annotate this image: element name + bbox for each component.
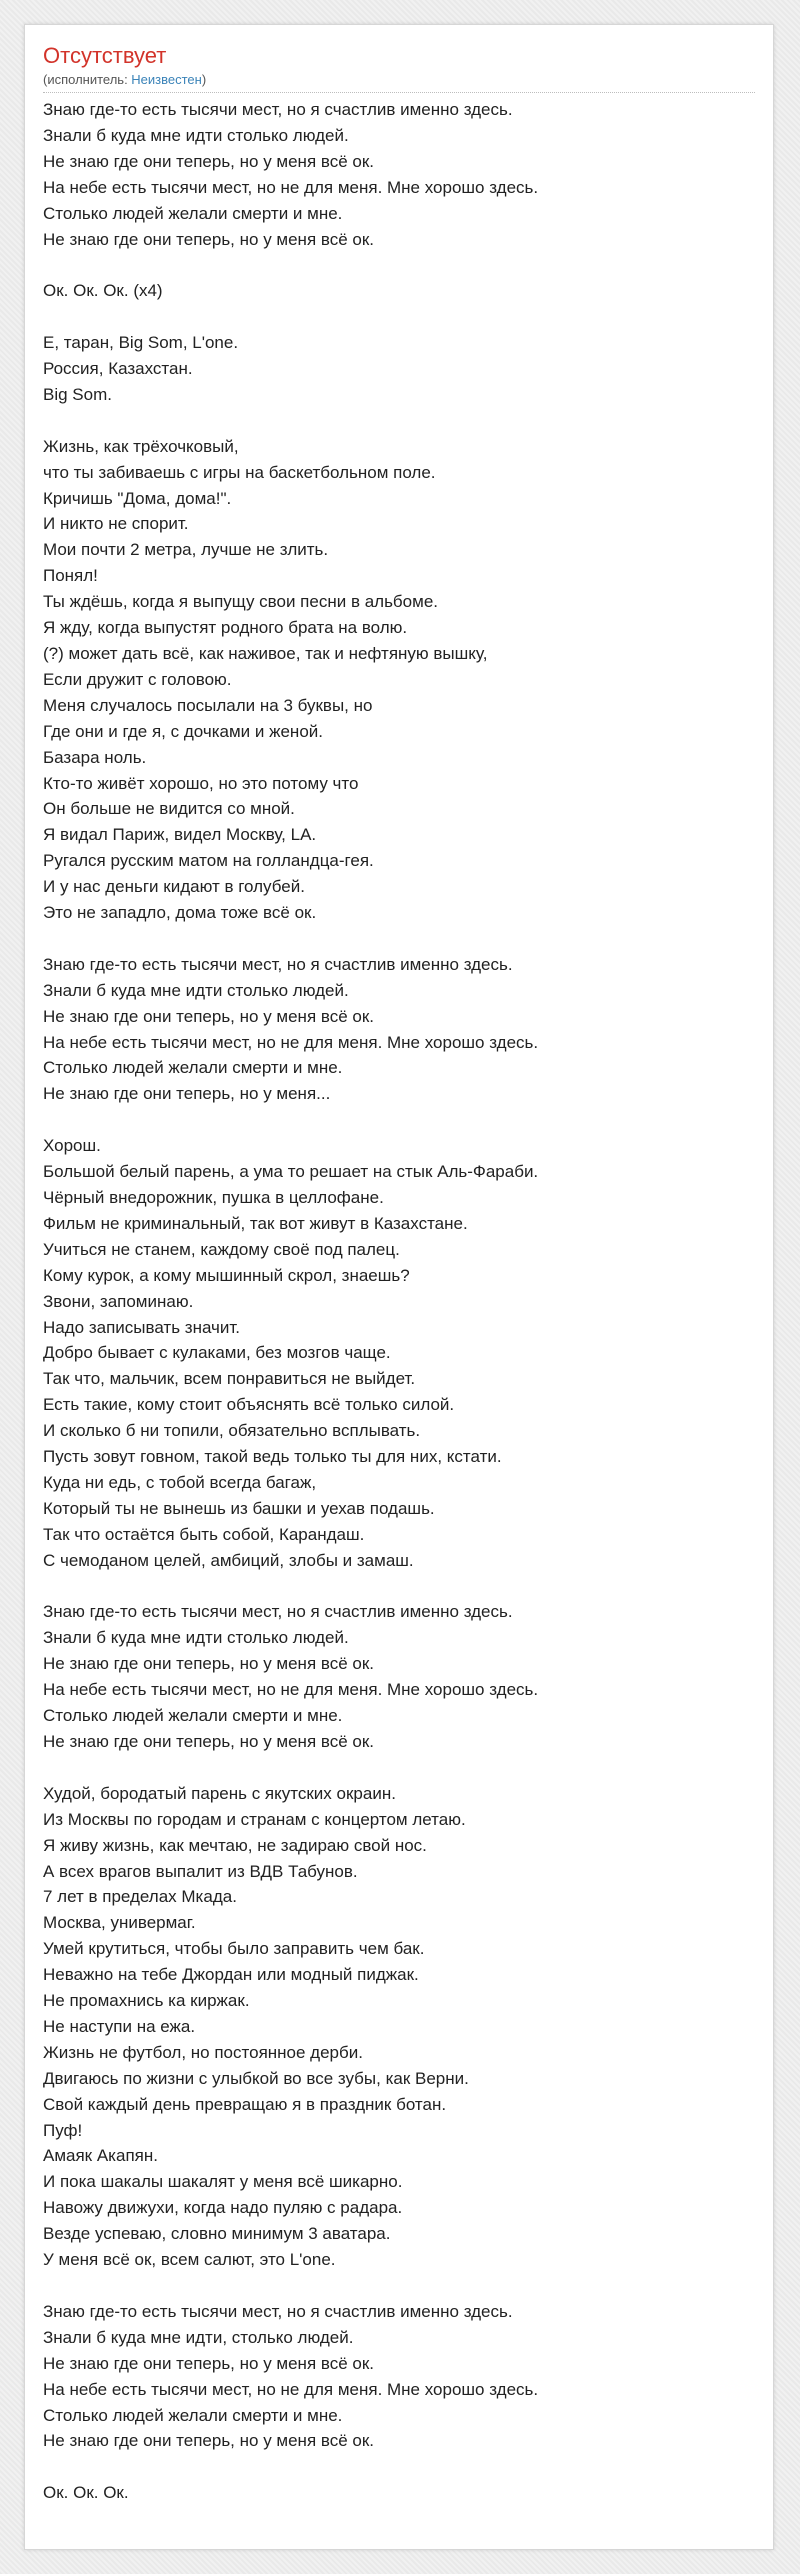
artist-link[interactable]: Неизвестен [131, 72, 202, 87]
lyrics-line: Не знаю где они теперь, но у меня всё ок. [43, 151, 375, 171]
lyrics-stanza-break [43, 1574, 755, 1600]
lyrics-stanza-break [43, 926, 755, 952]
lyrics-line: Кто-то живёт хорошо, но это потому что [43, 773, 359, 793]
lyrics-line: Навожу движухи, когда надо пуляю с радара. [43, 2198, 403, 2218]
lyrics-line: Чёрный внедорожник, пушка в целлофане. [43, 1187, 384, 1207]
lyrics-line: Столько людей желали смерти и мне. [43, 1058, 343, 1078]
page-title: Отсутствует [43, 43, 167, 68]
lyrics-line: Понял! [43, 566, 98, 586]
lyrics-line: Не знаю где они теперь, но у меня всё ок. [43, 229, 375, 249]
lyrics-line: Меня случалось посылали на 3 буквы, но [43, 695, 373, 715]
lyrics-stanza-break [43, 2454, 755, 2480]
lyrics-line: Это не западло, дома тоже всё ок. [43, 903, 317, 923]
lyrics-line: На небе есть тысячи мест, но не для меня. Мне хорошо здесь. [43, 2379, 539, 2399]
lyrics-line: Так что, мальчик, всем понравиться не выйдет. [43, 1369, 416, 1389]
lyrics-line: Столько людей желали смерти и мне. [43, 2405, 343, 2425]
lyrics-line: На небе есть тысячи мест, но не для меня. Мне хорошо здесь. [43, 1032, 539, 1052]
lyrics-line: Ок. Ок. Ок. [43, 2483, 129, 2503]
lyrics-line: Е, таран, Big Som, L'one. [43, 333, 239, 353]
lyrics-line: Знали б куда мне идти столько людей. [43, 125, 349, 145]
lyrics-line: Не знаю где они теперь, но у меня всё ок. [43, 1006, 375, 1026]
lyrics-line: Знаю где-то есть тысячи мест, но я счастлив именно здесь. [43, 954, 513, 974]
lyrics-line: Фильм не криминальный, так вот живут в Казахстане. [43, 1213, 468, 1233]
lyrics-line: что ты забиваешь с игры на баскетбольном поле. [43, 462, 436, 482]
lyrics-line: Базара ноль. [43, 747, 147, 767]
lyrics-line: Москва, универмаг. [43, 1913, 196, 1933]
lyrics-line: Из Москвы по городам и странам с концертом летаю. [43, 1809, 466, 1829]
lyrics-line: Он больше не видится со мной. [43, 799, 295, 819]
lyrics-line: Я жду, когда выпустят родного брата на волю. [43, 618, 408, 638]
lyrics-line: Не знаю где они теперь, но у меня всё ок. [43, 1654, 375, 1674]
lyrics-line: У меня всё ок, всем салют, это L'one. [43, 2250, 336, 2270]
lyrics-line: Мои почти 2 метра, лучше не злить. [43, 540, 329, 560]
lyrics-line: Где они и где я, с дочками и женой. [43, 721, 323, 741]
lyrics-line: Не промахнись ка киржак. [43, 1991, 250, 2011]
lyrics-line: На небе есть тысячи мест, но не для меня. Мне хорошо здесь. [43, 177, 539, 197]
lyrics-line: Пусть зовут говном, такой ведь только ты для них, кстати. [43, 1447, 502, 1467]
lyrics-line: Куда ни едь, с тобой всегда багаж, [43, 1472, 317, 1492]
lyrics-stanza-break [43, 2273, 755, 2299]
lyrics-line: Худой, бородатый парень с якутских окраин. [43, 1783, 396, 1803]
lyrics-line: И сколько б ни топили, обязательно всплывать. [43, 1421, 421, 1441]
artist-prefix: (исполнитель: [43, 72, 132, 87]
lyrics-line: Ругался русским матом на голландца-гея. [43, 851, 374, 871]
lyrics-line: Надо записывать значит. [43, 1317, 241, 1337]
lyrics-line: Я живу жизнь, как мечтаю, не задираю свой нос. [43, 1835, 427, 1855]
artist-meta [43, 71, 755, 88]
lyrics-line: 7 лет в пределах Мкада. [43, 1887, 237, 1907]
lyrics-line: Не знаю где они теперь, но у меня всё ок. [43, 1732, 375, 1751]
lyrics-line: Свой каждый день превращаю я в праздник ботан. [43, 2094, 447, 2114]
lyrics-line: Учиться не станем, каждому своё под палец. [43, 1239, 400, 1259]
lyrics-stanza-break [43, 252, 755, 278]
lyrics-line: Амаяк Акапян. [43, 2146, 158, 2166]
lyrics-line: И никто не спорит. [43, 514, 189, 534]
lyrics-line: (?) может дать всё, как наживое, так и нефтяную вышку, [43, 643, 488, 663]
lyrics-line: Так что остаётся быть собой, Карандаш. [43, 1524, 365, 1544]
lyrics-line: Который ты не вынешь из башки и уехав подашь. [43, 1498, 435, 1518]
lyrics-line: Добро бывает с кулаками, без мозгов чаще. [43, 1343, 391, 1363]
lyrics-line: Пуф! [43, 2120, 83, 2140]
lyrics-line: Жизнь не футбол, но постоянное дерби. [43, 2042, 363, 2062]
lyrics-line: Кому курок, а кому мышинный скрол, знаешь? [43, 1265, 410, 1285]
lyrics-line: И у нас деньги кидают в голубей. [43, 877, 305, 897]
lyrics-line: Россия, Казахстан. [43, 359, 193, 379]
lyrics-line: Знаю где-то есть тысячи мест, но я счастлив именно здесь. [43, 100, 513, 119]
lyrics-line: Я видал Париж, видел Москву, LA. [43, 825, 317, 845]
lyrics-stanza-break [43, 1107, 755, 1133]
lyrics-line: Знали б куда мне идти столько людей. [43, 1628, 349, 1648]
lyrics-line: Не знаю где они теперь, но у меня всё ок. [43, 2353, 375, 2373]
lyrics-stanza-break [43, 304, 755, 330]
lyrics-line: Звони, запоминаю. [43, 1291, 194, 1311]
lyrics-line: Везде успеваю, словно минимум 3 аватара. [43, 2224, 391, 2244]
lyrics-line: Знаю где-то есть тысячи мест, но я счастлив именно здесь. [43, 1602, 513, 1622]
lyrics-line: Умей крутиться, чтобы было заправить чем бак. [43, 1939, 425, 1959]
lyrics-line: Есть такие, кому стоит объяснять всё только силой. [43, 1395, 455, 1415]
lyrics-line: Ок. Ок. Ок. (x4) [43, 281, 163, 301]
lyrics-line: Ты ждёшь, когда я выпущу свои песни в альбоме. [43, 592, 438, 612]
lyrics-line: Не наступи на ежа. [43, 2016, 196, 2036]
lyrics-line: Кричишь "Дома, дома!". [43, 488, 232, 508]
lyrics-line: Столько людей желали смерти и мне. [43, 203, 343, 223]
lyrics-line: Жизнь, как трёхочковый, [43, 436, 239, 456]
lyrics-stanza-break [43, 408, 755, 434]
lyrics-text [43, 97, 755, 2506]
lyrics-line: Не знаю где они теперь, но у меня всё ок. [43, 2431, 375, 2451]
lyrics-line: Хорош. [43, 1136, 101, 1156]
lyrics-stanza-break [43, 1755, 755, 1781]
artist-suffix: ) [201, 72, 207, 87]
lyrics-line: А всех врагов выпалит из ВДВ Табунов. [43, 1861, 358, 1881]
lyrics-line: На небе есть тысячи мест, но не для меня. Мне хорошо здесь. [43, 1680, 539, 1700]
lyrics-line: Двигаюсь по жизни с улыбкой во все зубы, как Верни. [43, 2068, 469, 2088]
lyrics-line: Знали б куда мне идти столько людей. [43, 980, 349, 1000]
lyrics-line: С чемоданом целей, амбиций, злобы и замаш. [43, 1550, 414, 1570]
lyrics-line: Столько людей желали смерти и мне. [43, 1706, 343, 1726]
lyrics-line: И пока шакалы шакалят у меня всё шикарно. [43, 2172, 403, 2192]
lyrics-line: Большой белый парень, а ума то решает на стык Аль-Фараби. [43, 1162, 539, 1182]
lyrics-line: Big Som. [43, 384, 112, 404]
lyrics-card [24, 24, 774, 2550]
lyrics-line: Если дружит с головою. [43, 669, 232, 689]
lyrics-line: Не знаю где они теперь, но у меня... [43, 1084, 331, 1104]
title-divider [43, 92, 755, 93]
lyrics-line: Неважно на тебе Джордан или модный пиджак. [43, 1965, 419, 1985]
lyrics-line: Знаю где-то есть тысячи мест, но я счастлив именно здесь. [43, 2301, 513, 2321]
lyrics-line: Знали б куда мне идти, столько людей. [43, 2327, 354, 2347]
